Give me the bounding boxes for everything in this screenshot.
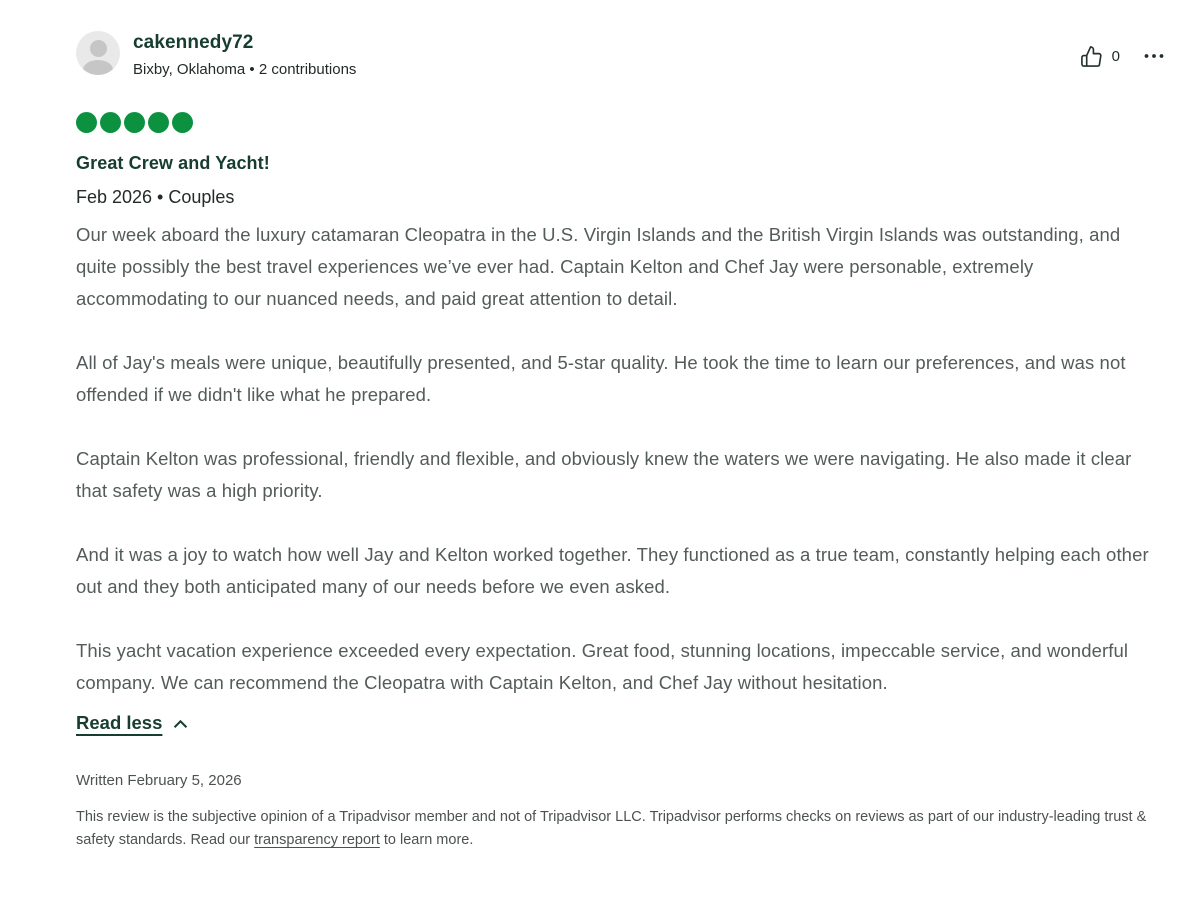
thumbs-up-icon: [1080, 45, 1103, 68]
transparency-report-link[interactable]: transparency report: [254, 832, 380, 848]
rating-bubble: [76, 112, 97, 133]
avatar[interactable]: [76, 31, 120, 75]
rating-bubble: [100, 112, 121, 133]
review-actions: [1080, 44, 1166, 68]
disclaimer-text: This review is the subjective opinion of a Tripadvisor member and not of Tripadvisor LLC. Tripadvisor performs checks on reviews as part of our industry-leading trust & safety standards. Read our: [76, 809, 1147, 848]
helpful-button[interactable]: [1080, 45, 1120, 68]
disclaimer-text-suffix: to learn more.: [379, 832, 474, 848]
review-paragraph: Captain Kelton was professional, friendly and flexible, and obviously knew the waters we were navigating. He also made it clear that safety was a high priority.: [76, 448, 1132, 501]
username-link[interactable]: cakennedy72: [133, 32, 254, 53]
review-paragraph: Our week aboard the luxury catamaran Cleopatra in the U.S. Virgin Islands and the British Virgin Islands was outstanding, and quite possibly the best travel experiences we’ve ever had. Captain Kelton and Chef Jay were personable, extremely accommodating to our nuanced needs, and paid great attention to detail.: [76, 224, 1121, 309]
disclaimer: [76, 806, 1156, 852]
rating-bubble: [124, 112, 145, 133]
helpful-count: 0: [1111, 47, 1120, 65]
review-header: [76, 31, 1166, 78]
rating-bubble: [172, 112, 193, 133]
overflow-menu-button[interactable]: [1142, 44, 1166, 68]
review-paragraph: All of Jay's meals were unique, beautifully presented, and 5-star quality. He took the time to learn our preferences, and was not offended if we didn't like what he prepared.: [76, 352, 1126, 405]
user-block: [76, 31, 356, 78]
review-paragraph: This yacht vacation experience exceeded every expectation. Great food, stunning locations, impeccable service, and wonderful company. We can recommend the Cleopatra with Captain Kelton, and Chef Jay without hesitation.: [76, 640, 1129, 693]
review-body: [76, 219, 1166, 699]
review-date-trip-type: Feb 2026 • Couples: [76, 187, 235, 207]
rating-bubbles: [76, 112, 1166, 133]
ellipsis-icon: [1142, 44, 1166, 68]
review-title: Great Crew and Yacht!: [76, 153, 270, 173]
read-less-link[interactable]: [76, 712, 190, 734]
rating-bubble: [148, 112, 169, 133]
chevron-up-icon: [171, 713, 190, 734]
review-paragraph: And it was a joy to watch how well Jay and Kelton worked together. They functioned as a true team, constantly helping each other out and they both anticipated many of our needs before we even asked.: [76, 544, 1149, 597]
written-date: Written February 5, 2026: [76, 772, 242, 789]
user-location-contributions: Bixby, Oklahoma • 2 contributions: [133, 61, 357, 78]
read-less-label: Read less: [76, 712, 163, 733]
user-info: [133, 31, 356, 78]
